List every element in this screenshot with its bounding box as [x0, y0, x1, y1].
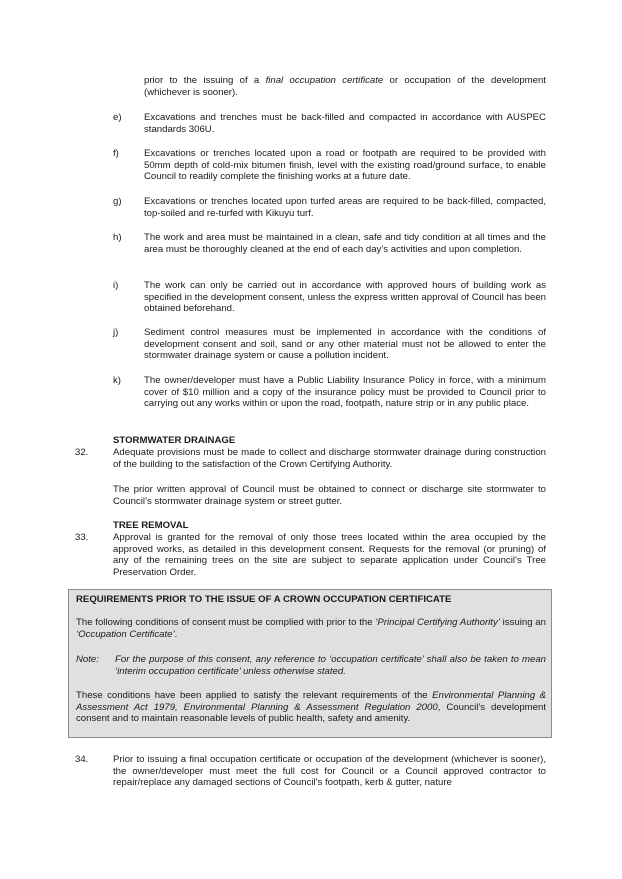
- requirements-panel: [68, 589, 552, 738]
- item-k-label: k): [113, 375, 121, 386]
- panel-p1-italic-oc: ‘Occupation Certificate’: [76, 628, 175, 640]
- item-j-text: Sediment control measures must be implemented in accordance with the conditions of development consent and soil, sand or any other material must not be allowed to enter the stormwater drainage system or cause a pollution incident.: [144, 327, 546, 362]
- item-g-text: Excavations or trenches located upon turfed areas are required to be back-filled, compacted, top-soiled and re-turfed with Kikuyu turf.: [144, 196, 546, 219]
- item-i-label: i): [113, 280, 119, 291]
- panel-p3-italic-act: Environmental Planning & Assessment Act 1979, Environmental Planning & Assessment Regulation 2000: [76, 690, 546, 713]
- continuation-prefix: prior to the issuing of a: [144, 75, 266, 86]
- item-h-label: h): [113, 232, 122, 243]
- stormwater-paragraph-2: The prior written approval of Council must be obtained to connect or discharge site stormwater to Council’s stormwater drainage system or street gutter.: [113, 484, 546, 507]
- panel-p3-text-b: , Council’s development consent and to maintain reasonable levels of public health, safety and amenity.: [76, 701, 546, 725]
- stormwater-heading: STORMWATER DRAINAGE: [113, 435, 236, 446]
- panel-p1-text-c: .: [174, 628, 178, 640]
- tree-removal-heading: TREE REMOVAL: [113, 520, 189, 531]
- item-i-text: The work can only be carried out in accordance with approved hours of building work as specified in the development consent, unless the express written approval of Council has been obtained beforehand.: [144, 280, 546, 315]
- panel-note-label: Note:: [76, 654, 99, 665]
- item-34-number: 34.: [75, 754, 89, 765]
- continuation-suffix: or occupation of the development (whichever is sooner).: [144, 75, 546, 98]
- stormwater-paragraph-1: Adequate provisions must be made to collect and discharge stormwater drainage during construction of the building to the satisfaction of the Crown Certifying Authority.: [113, 447, 546, 470]
- panel-title: REQUIREMENTS PRIOR TO THE ISSUE OF A CROWN OCCUPATION CERTIFICATE: [76, 594, 452, 605]
- panel-p3-text-a: These conditions have been applied to satisfy the relevant requirements of the: [76, 690, 433, 701]
- panel-paragraph-3: [76, 690, 546, 725]
- item-f-label: f): [113, 148, 119, 159]
- item-g-label: g): [113, 196, 122, 207]
- continuation-italic: final occupation certificate: [265, 75, 384, 86]
- panel-paragraph-1: [76, 617, 546, 640]
- panel-p1-text-a: The following conditions of consent must be complied with prior to the: [76, 617, 376, 628]
- item-32-number: 32.: [75, 447, 89, 458]
- continuation-paragraph: [144, 75, 546, 98]
- panel-note-text: For the purpose of this consent, any reference to ‘occupation certificate’ shall also be taken to mean ‘interim occupation certificate’ unless otherwise stated.: [115, 654, 546, 677]
- item-k-text: The owner/developer must have a Public Liability Insurance Policy in force, with a minimum cover of $10 million and a copy of the insurance policy must be provided to Council prior to carrying out any works within or upon the road, footpath, nature strip or in any public place.: [144, 375, 546, 410]
- item-33-number: 33.: [75, 532, 89, 543]
- panel-p1-italic-pca: ‘Principal Certifying Authority’: [375, 617, 500, 628]
- panel-p1-text-b: issuing an: [499, 617, 546, 628]
- item-j-label: j): [113, 327, 119, 338]
- item-e-label: e): [113, 112, 122, 123]
- item-f-text: Excavations or trenches located upon a road or footpath are required to be provided with 50mm depth of cold-mix bitumen finish, level with the existing road/ground surface, to enable Council to readily complete the finishing works at a future date.: [144, 148, 546, 183]
- item-e-text: Excavations and trenches must be back-filled and compacted in accordance with AUSPEC standards 306U.: [144, 112, 546, 135]
- item-34-text: Prior to issuing a final occupation certificate or occupation of the development (whichever is sooner), the owner/developer must meet the full cost for Council or a Council approved contractor to repair/replace any damaged sections of Council's footpath, kerb & gutter, nature: [113, 754, 546, 789]
- item-h-text: The work and area must be maintained in a clean, safe and tidy condition at all times and the area must be thoroughly cleaned at the end of each day’s activities and upon completion.: [144, 232, 546, 255]
- tree-removal-paragraph: Approval is granted for the removal of only those trees located within the area occupied by the approved works, as detailed in this development consent. Requests for the removal (or pruning) of any of the remaining trees on the site are subject to separate application under Council’s Tree Preservation Order.: [113, 532, 546, 578]
